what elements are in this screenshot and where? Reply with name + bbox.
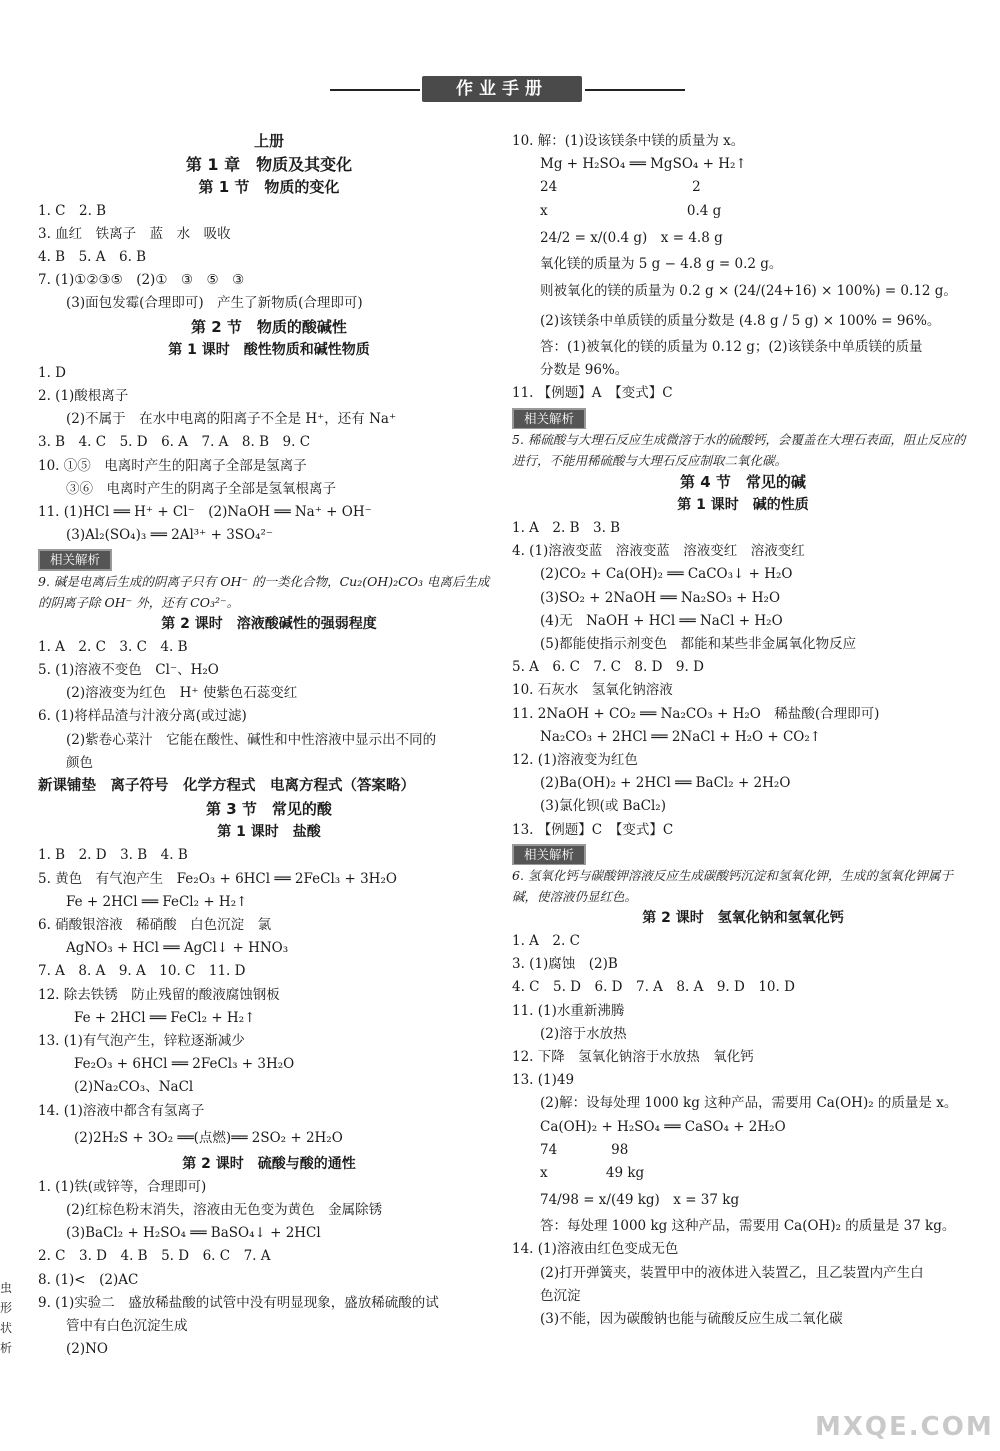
analysis-note: 9. 碱是电离后生成的阴离子只有 OH⁻ 的一类化合物，Cu₂(OH)₂CO₃ 电离后生成的阴离子除 OH⁻ 外，还有 CO₃²⁻。 (38, 573, 490, 610)
answer-line: 1. A 2. C (512, 933, 580, 950)
answer-line: 1. C 2. B (38, 202, 107, 219)
answer-line: 5. (1)溶液不变色 Cl⁻、H₂O (38, 661, 219, 678)
answer-line: x 49 kg (540, 1164, 645, 1181)
left-column (38, 130, 500, 1361)
answer-line: 5. A 6. C 7. C 8. D 9. D (512, 659, 704, 676)
answer-line: 5. 黄色 有气泡产生 Fe₂O₃ + 6HCl ══ 2FeCl₃ + 3H₂O (38, 870, 397, 887)
answer-line: Fe + 2HCl ══ FeCl₂ + H₂↑ (66, 893, 248, 910)
answer-line: (2)解：设每处理 1000 kg 这种产品，需要用 Ca(OH)₂ 的质量是 x。 (540, 1095, 958, 1112)
answer-line: (2)2H₂S + 3O₂ ══(点燃)══ 2SO₂ + 2H₂O (74, 1129, 343, 1146)
section-heading: 第 1 课时 盐酸 (217, 824, 321, 841)
answer-line: (3)不能，因为碳酸钠也能与硫酸反应生成二氧化碳 (540, 1310, 843, 1327)
section-heading: 第 2 课时 硫酸与酸的通性 (182, 1155, 356, 1172)
answer-line: (3)氯化钡(或 BaCl₂) (540, 798, 666, 815)
answer-line: 74/98 = x/(49 kg) x = 37 kg (540, 1192, 740, 1209)
section-heading: 第 1 节 物质的变化 (198, 178, 340, 197)
answer-line: (3)SO₂ + 2NaOH ══ Na₂SO₃ + H₂O (540, 589, 781, 606)
answer-line: 颜色 (66, 754, 93, 771)
answer-line: Ca(OH)₂ + H₂SO₄ ══ CaSO₄ + 2H₂O (540, 1118, 786, 1135)
answer-line: 11. 2NaOH + CO₂ ══ Na₂CO₃ + H₂O 稀盐酸(合理即可) (512, 705, 880, 722)
answer-line: 13. (1)有气泡产生，锌粒逐渐减少 (38, 1032, 245, 1049)
answer-line: 答：(1)被氧化的镁的质量为 0.12 g；(2)该镁条中单质镁的质量 (540, 338, 923, 355)
answer-line: Fe + 2HCl ══ FeCl₂ + H₂↑ (74, 1009, 256, 1026)
answer-line: 12. 除去铁锈 防止残留的酸液腐蚀钢板 (38, 986, 280, 1003)
answer-line: 2. C 3. D 4. B 5. D 6. C 7. A (38, 1248, 271, 1265)
answer-line: (2)Na₂CO₃、NaCl (74, 1079, 194, 1096)
answer-line: (2)不属于 在水中电离的阳离子不全是 H⁺，还有 Na⁺ (66, 411, 397, 428)
answer-line: 3. B 4. C 5. D 6. A 7. A 8. B 9. C (38, 434, 311, 451)
answer-line: (2)溶液变为红色 H⁺ 使紫色石蕊变红 (66, 685, 298, 702)
margin-text: 虫形状析 (0, 1281, 13, 1355)
answer-line: 1. (1)铁(或锌等，合理即可) (38, 1178, 207, 1195)
analysis-note: 6. 氢氧化钙与碳酸钾溶液反应生成碳酸钙沉淀和氢氧化钾，生成的氢氧化钾属于碱，使溶液仍显红色。 (512, 867, 953, 904)
section-heading: 上册 (253, 132, 284, 150)
section-heading: 第 1 章 物质及其变化 (185, 155, 353, 175)
answer-line: 10. 解：(1)设该镁条中镁的质量为 x。 (512, 133, 745, 149)
answer-line: (2)紫卷心菜汁 它能在酸性、碱性和中性溶液中显示出不同的 (66, 731, 437, 748)
answer-line: 10. 石灰水 氢氧化钠溶液 (512, 682, 673, 699)
section-heading: 第 2 节 物质的酸碱性 (191, 317, 347, 336)
answer-line: 6. (1)将样品渣与汁液分离(或过滤) (38, 708, 247, 725)
answer-line: 1. A 2. C 3. C 4. B (38, 638, 188, 655)
answer-line: 11. (1)HCl ══ H⁺ + Cl⁻ (2)NaOH ══ Na⁺ + OH⁻ (38, 504, 372, 520)
answer-line: (2)该镁条中单质镁的质量分数是 (4.8 g / 5 g) × 100% = 96%。 (540, 312, 941, 329)
answer-line: 14. (1)溶液由红色变成无色 (512, 1241, 679, 1258)
answer-line: Mg + H₂SO₄ ══ MgSO₄ + H₂↑ (540, 156, 747, 173)
section-heading: 第 1 课时 酸性物质和碱性物质 (168, 341, 370, 358)
answer-line: (2)红棕色粉末消失，溶液由无色变为黄色 金属除锈 (66, 1202, 383, 1219)
answer-line: 12. (1)溶液变为红色 (512, 751, 638, 768)
answer-line: 4. B 5. A 6. B (38, 248, 147, 265)
section-heading: 第 1 课时 碱的性质 (677, 496, 809, 513)
answer-line: (2)NO (66, 1341, 109, 1358)
banner-rule-right (585, 89, 685, 91)
banner-title: 作业手册 (422, 76, 582, 102)
answer-line: 8. (1)< (2)AC (38, 1271, 139, 1288)
answer-line: (3)面包发霉(合理即可) 产生了新物质(合理即可) (66, 295, 363, 312)
answer-line: (2)溶于水放热 (540, 1025, 627, 1042)
watermark: MXQE.COM (815, 1412, 994, 1442)
answer-line: 9. (1)实验二 盛放稀盐酸的试管中没有明显现象，盛放稀硫酸的试 (38, 1294, 439, 1311)
answer-line: 3. 血红 铁离子 蓝 水 吸收 (38, 225, 231, 242)
analysis-tag-label: 相关解析 (512, 408, 586, 429)
answer-line: 色沉淀 (540, 1287, 581, 1304)
answer-line: 3. (1)腐蚀 (2)B (512, 956, 618, 973)
answer-line: 4. (1)溶液变蓝 溶液变蓝 溶液变红 溶液变红 (512, 543, 805, 560)
section-heading: 第 2 课时 溶液酸碱性的强弱程度 (161, 615, 377, 632)
analysis-tag-label: 相关解析 (38, 549, 112, 570)
answer-line: 11. 【例题】A 【变式】C (512, 385, 673, 402)
answer-line: 1. D (38, 364, 66, 381)
answer-line: 13. (1)49 (512, 1072, 575, 1089)
analysis-tag (512, 842, 974, 865)
analysis-tag (38, 547, 500, 570)
answer-line: 答：每处理 1000 kg 这种产品，需要用 Ca(OH)₂ 的质量是 37 kg。 (540, 1218, 956, 1235)
analysis-tag (512, 406, 974, 429)
section-banner (330, 76, 685, 102)
answer-line: 14. (1)溶液中都含有氢离子 (38, 1102, 205, 1119)
answer-line: 4. C 5. D 6. D 7. A 8. A 9. D 10. D (512, 979, 795, 996)
answer-line: 6. 硝酸银溶液 稀硝酸 白色沉淀 氯 (38, 917, 272, 933)
answer-line: (2)Ba(OH)₂ + 2HCl ══ BaCl₂ + 2H₂O (540, 775, 791, 792)
answer-line: 管中有白色沉淀生成 (66, 1318, 188, 1334)
answer-line: 12. 下降 氢氧化钠溶于水放热 氧化钙 (512, 1049, 754, 1065)
answer-line: 10. ①⑤ 电离时产生的阳离子全部是氢离子 (38, 457, 307, 474)
answer-line: (3)BaCl₂ + H₂SO₄ ══ BaSO₄↓ + 2HCl (66, 1225, 321, 1242)
answer-line: (4)无 NaOH + HCl ══ NaCl + H₂O (540, 612, 783, 629)
answer-line: 7. (1)①②③⑤ (2)① ③ ⑤ ③ (38, 272, 245, 289)
section-heading: 第 3 节 常见的酸 (206, 800, 332, 819)
banner-rule-left (330, 89, 420, 91)
answer-line: 13. 【例题】C 【变式】C (512, 821, 674, 838)
answer-line: 则被氧化的镁的质量为 0.2 g × (24/(24+16) × 100%) = 0.12 g。 (540, 282, 957, 299)
answer-line: 氧化镁的质量为 5 g − 4.8 g = 0.2 g。 (540, 255, 783, 272)
section-heading: 第 4 节 常见的碱 (680, 472, 806, 491)
answer-line: (2)CO₂ + Ca(OH)₂ ══ CaCO₃↓ + H₂O (540, 566, 793, 583)
answer-line: Fe₂O₃ + 6HCl ══ 2FeCl₃ + 3H₂O (74, 1056, 295, 1073)
answer-line: 24/2 = x/(0.4 g) x = 4.8 g (540, 229, 723, 246)
answer-line: Na₂CO₃ + 2HCl ══ 2NaCl + H₂O + CO₂↑ (540, 728, 822, 745)
answer-line: AgNO₃ + HCl ══ AgCl↓ + HNO₃ (66, 940, 289, 957)
analysis-tag-label: 相关解析 (512, 844, 586, 865)
section-heading: 第 2 课时 氢氧化钠和氢氧化钙 (642, 909, 844, 926)
answer-line: ③⑥ 电离时产生的阴离子全部是氢氧根离子 (66, 480, 336, 497)
analysis-note: 5. 稀硫酸与大理石反应生成微溶于水的硫酸钙，会覆盖在大理石表面，阻止反应的进行，不能用稀硫酸与大理石反应制取二氧化碳。 (512, 431, 966, 468)
answer-line: (2)打开弹簧夹，装置甲中的液体进入装置乙，且乙装置内产生白 (540, 1264, 924, 1281)
answer-line: 新课铺垫 离子符号 化学方程式 电离方程式（答案略） (38, 777, 415, 794)
answer-line: 11. (1)水重新沸腾 (512, 1002, 625, 1019)
answer-line: 7. A 8. A 9. A 10. C 11. D (38, 963, 246, 980)
answer-line: 24 2 (540, 179, 701, 196)
right-column (512, 130, 974, 1331)
answer-line: 1. B 2. D 3. B 4. B (38, 847, 188, 864)
answer-line: (5)都能使指示剂变色 都能和某些非金属氧化物反应 (540, 636, 857, 652)
answer-line: (3)Al₂(SO₄)₃ ══ 2Al³⁺ + 3SO₄²⁻ (66, 527, 274, 544)
answer-line: 分数是 96%。 (540, 362, 629, 379)
answer-line: 74 98 (540, 1141, 629, 1158)
answer-line: x 0.4 g (540, 202, 722, 219)
answer-line: 2. (1)酸根离子 (38, 388, 129, 405)
answer-line: 1. A 2. B 3. B (512, 520, 621, 537)
